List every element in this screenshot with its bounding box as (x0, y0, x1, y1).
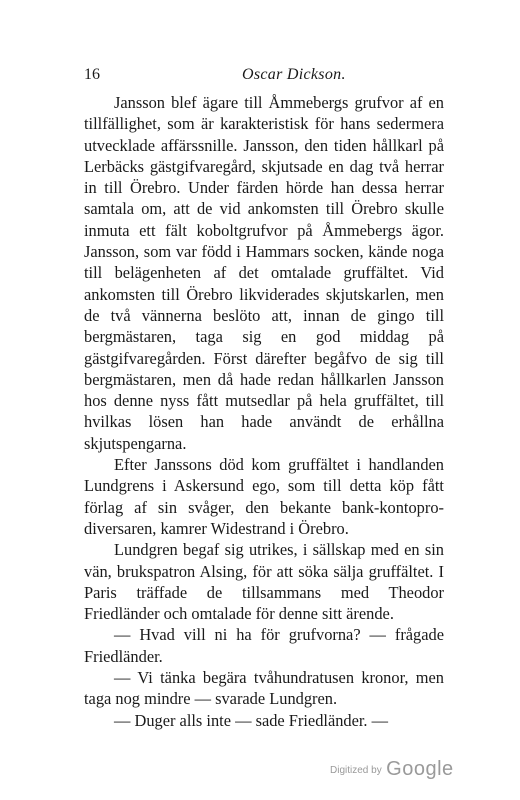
digitized-by-label: Digitized by (330, 765, 382, 776)
digitized-watermark (330, 758, 454, 781)
paragraph: Lundgren begaf sig utrikes, i sällskap med en sin vän, brukspatron Alsing, för att söka sälja gruffältet. I Paris träffade de tillsammans med Theodor Friedländer och omtalade för denne sitt ärende. (84, 540, 444, 624)
paragraph: — Duger alls inte — sade Friedländer. — (114, 710, 389, 730)
google-logo: Google (386, 758, 454, 780)
body-text (84, 92, 444, 731)
paragraph: — Vi tänka begära tvåhundratusen kronor, men taga nog mindre — svarade Lundgren. (84, 668, 444, 709)
page-number: 16 (84, 66, 100, 83)
paragraph: — Hvad vill ni ha för grufvorna? — frågade Friedländer. (84, 625, 444, 666)
paragraph: Jansson blef ägare till Åmmebergs grufvor af en tillfällighet, som är karakteristisk för hans sedermera utvecklade affärssnille. Jansson, den tiden hållkarl på Lerbäcks gästgifvaregård, skjutsade en dag två herrar in till Örebro. Under färden hörde han dessa herrar samtala om, att de vid ankomsten till Örebro skulle inmuta ett fält koboltgrufvor på Åmmebergs ägor. Jansson, som var född i Hammars socken, kände noga till belägenheten af det omtalade gruffältet. Vid ankomsten till Örebro likviderades skjutskarlen, men de två vännerna beslöto att, innan de gingo till bergmästaren, taga sig en god middag på gästgifvaregården. Först därefter begåfvo de sig till bergmästaren, men då hade redan hållkarlen Jansson hos denne nyss fått mutsedlar på hela gruffältet, till hvilkas lösen han hade användt de erhållna skjutspengarna. (84, 93, 444, 453)
paragraph: Efter Janssons död kom gruffältet i handlanden Lundgrens i Askersund ego, som till detta köp fått förlag af sin svåger, den bekante bank-kontopro-diversaren, kamrer Widestrand i Örebro. (84, 455, 444, 538)
page-header (84, 66, 444, 86)
running-head: Oscar Dickson. (242, 66, 346, 83)
